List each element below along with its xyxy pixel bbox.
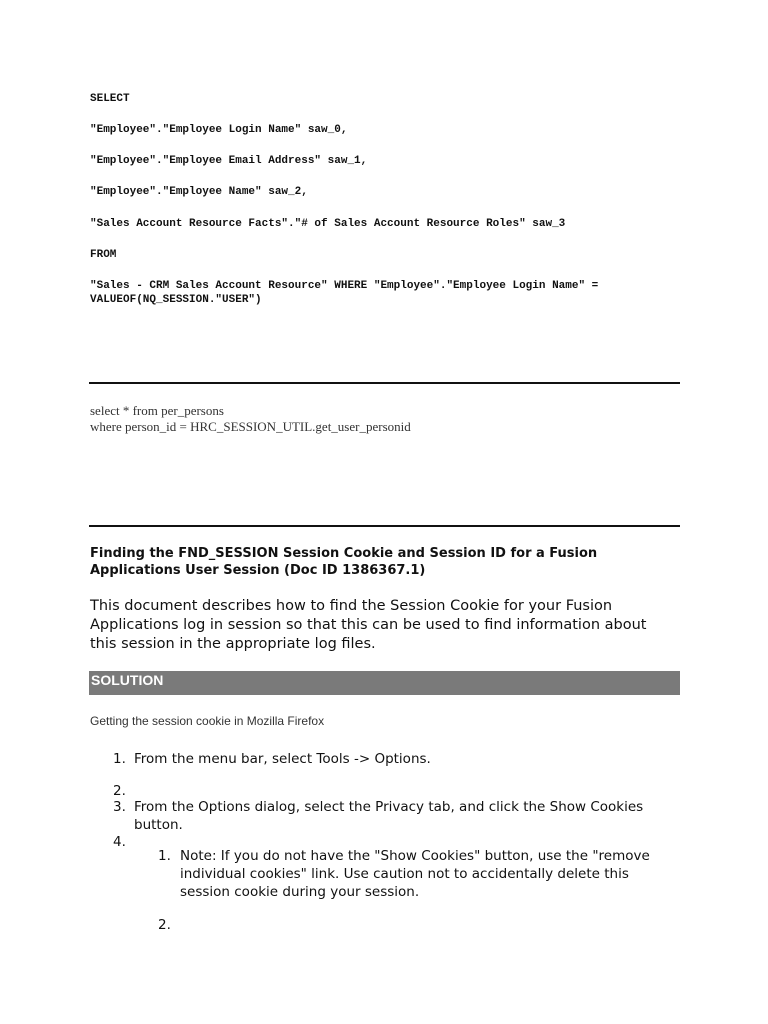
sql2-line-1: select * from per_persons xyxy=(90,403,224,418)
step-number: 2. xyxy=(113,783,126,799)
solution-label: SOLUTION xyxy=(91,672,164,688)
divider xyxy=(89,525,680,527)
substep-number: 2. xyxy=(158,917,171,933)
solution-banner xyxy=(89,671,680,695)
step-text: From the menu bar, select Tools -> Options. xyxy=(134,751,431,767)
firefox-subheading: Getting the session cookie in Mozilla Firefox xyxy=(90,714,325,728)
step-number: 3. xyxy=(113,799,126,815)
sql2-line-2: where person_id = HRC_SESSION_UTIL.get_user_personid xyxy=(90,419,411,434)
sql-line-roles: "Sales Account Resource Facts"."# of Sales Account Resource Roles" saw_3 xyxy=(90,218,566,230)
doc-intro: This document describes how to find the Session Cookie for your Fusion Applications log in session so that this can be used to find information about this session in the appropriate log files. xyxy=(90,598,647,652)
sql-line-name: "Employee"."Employee Name" saw_2, xyxy=(90,186,308,198)
sql-line-email: "Employee"."Employee Email Address" saw_1, xyxy=(90,155,368,167)
sql-line-select: SELECT xyxy=(90,93,130,105)
step-number: 1. xyxy=(113,751,126,767)
doc-title: Finding the FND_SESSION Session Cookie and Session ID for a Fusion Applications User Session (Doc ID 1386367.1) xyxy=(90,546,598,578)
step-number: 4. xyxy=(113,834,126,850)
substep-text: Note: If you do not have the "Show Cookies" button, use the "remove individual cookies" link. Use caution not to accidentally delete this session cookie during your session. xyxy=(180,848,650,900)
divider xyxy=(89,382,680,384)
sql-line-login-name: "Employee"."Employee Login Name" saw_0, xyxy=(90,124,348,136)
sql-line-where: "Sales - CRM Sales Account Resource" WHERE "Employee"."Employee Login Name" = xyxy=(90,280,599,292)
step-text: From the Options dialog, select the Privacy tab, and click the Show Cookies button. xyxy=(134,799,644,833)
sql-line-from: FROM xyxy=(90,249,117,261)
substep-number: 1. xyxy=(158,848,171,864)
sql-line-valueof: VALUEOF(NQ_SESSION."USER") xyxy=(90,294,262,306)
